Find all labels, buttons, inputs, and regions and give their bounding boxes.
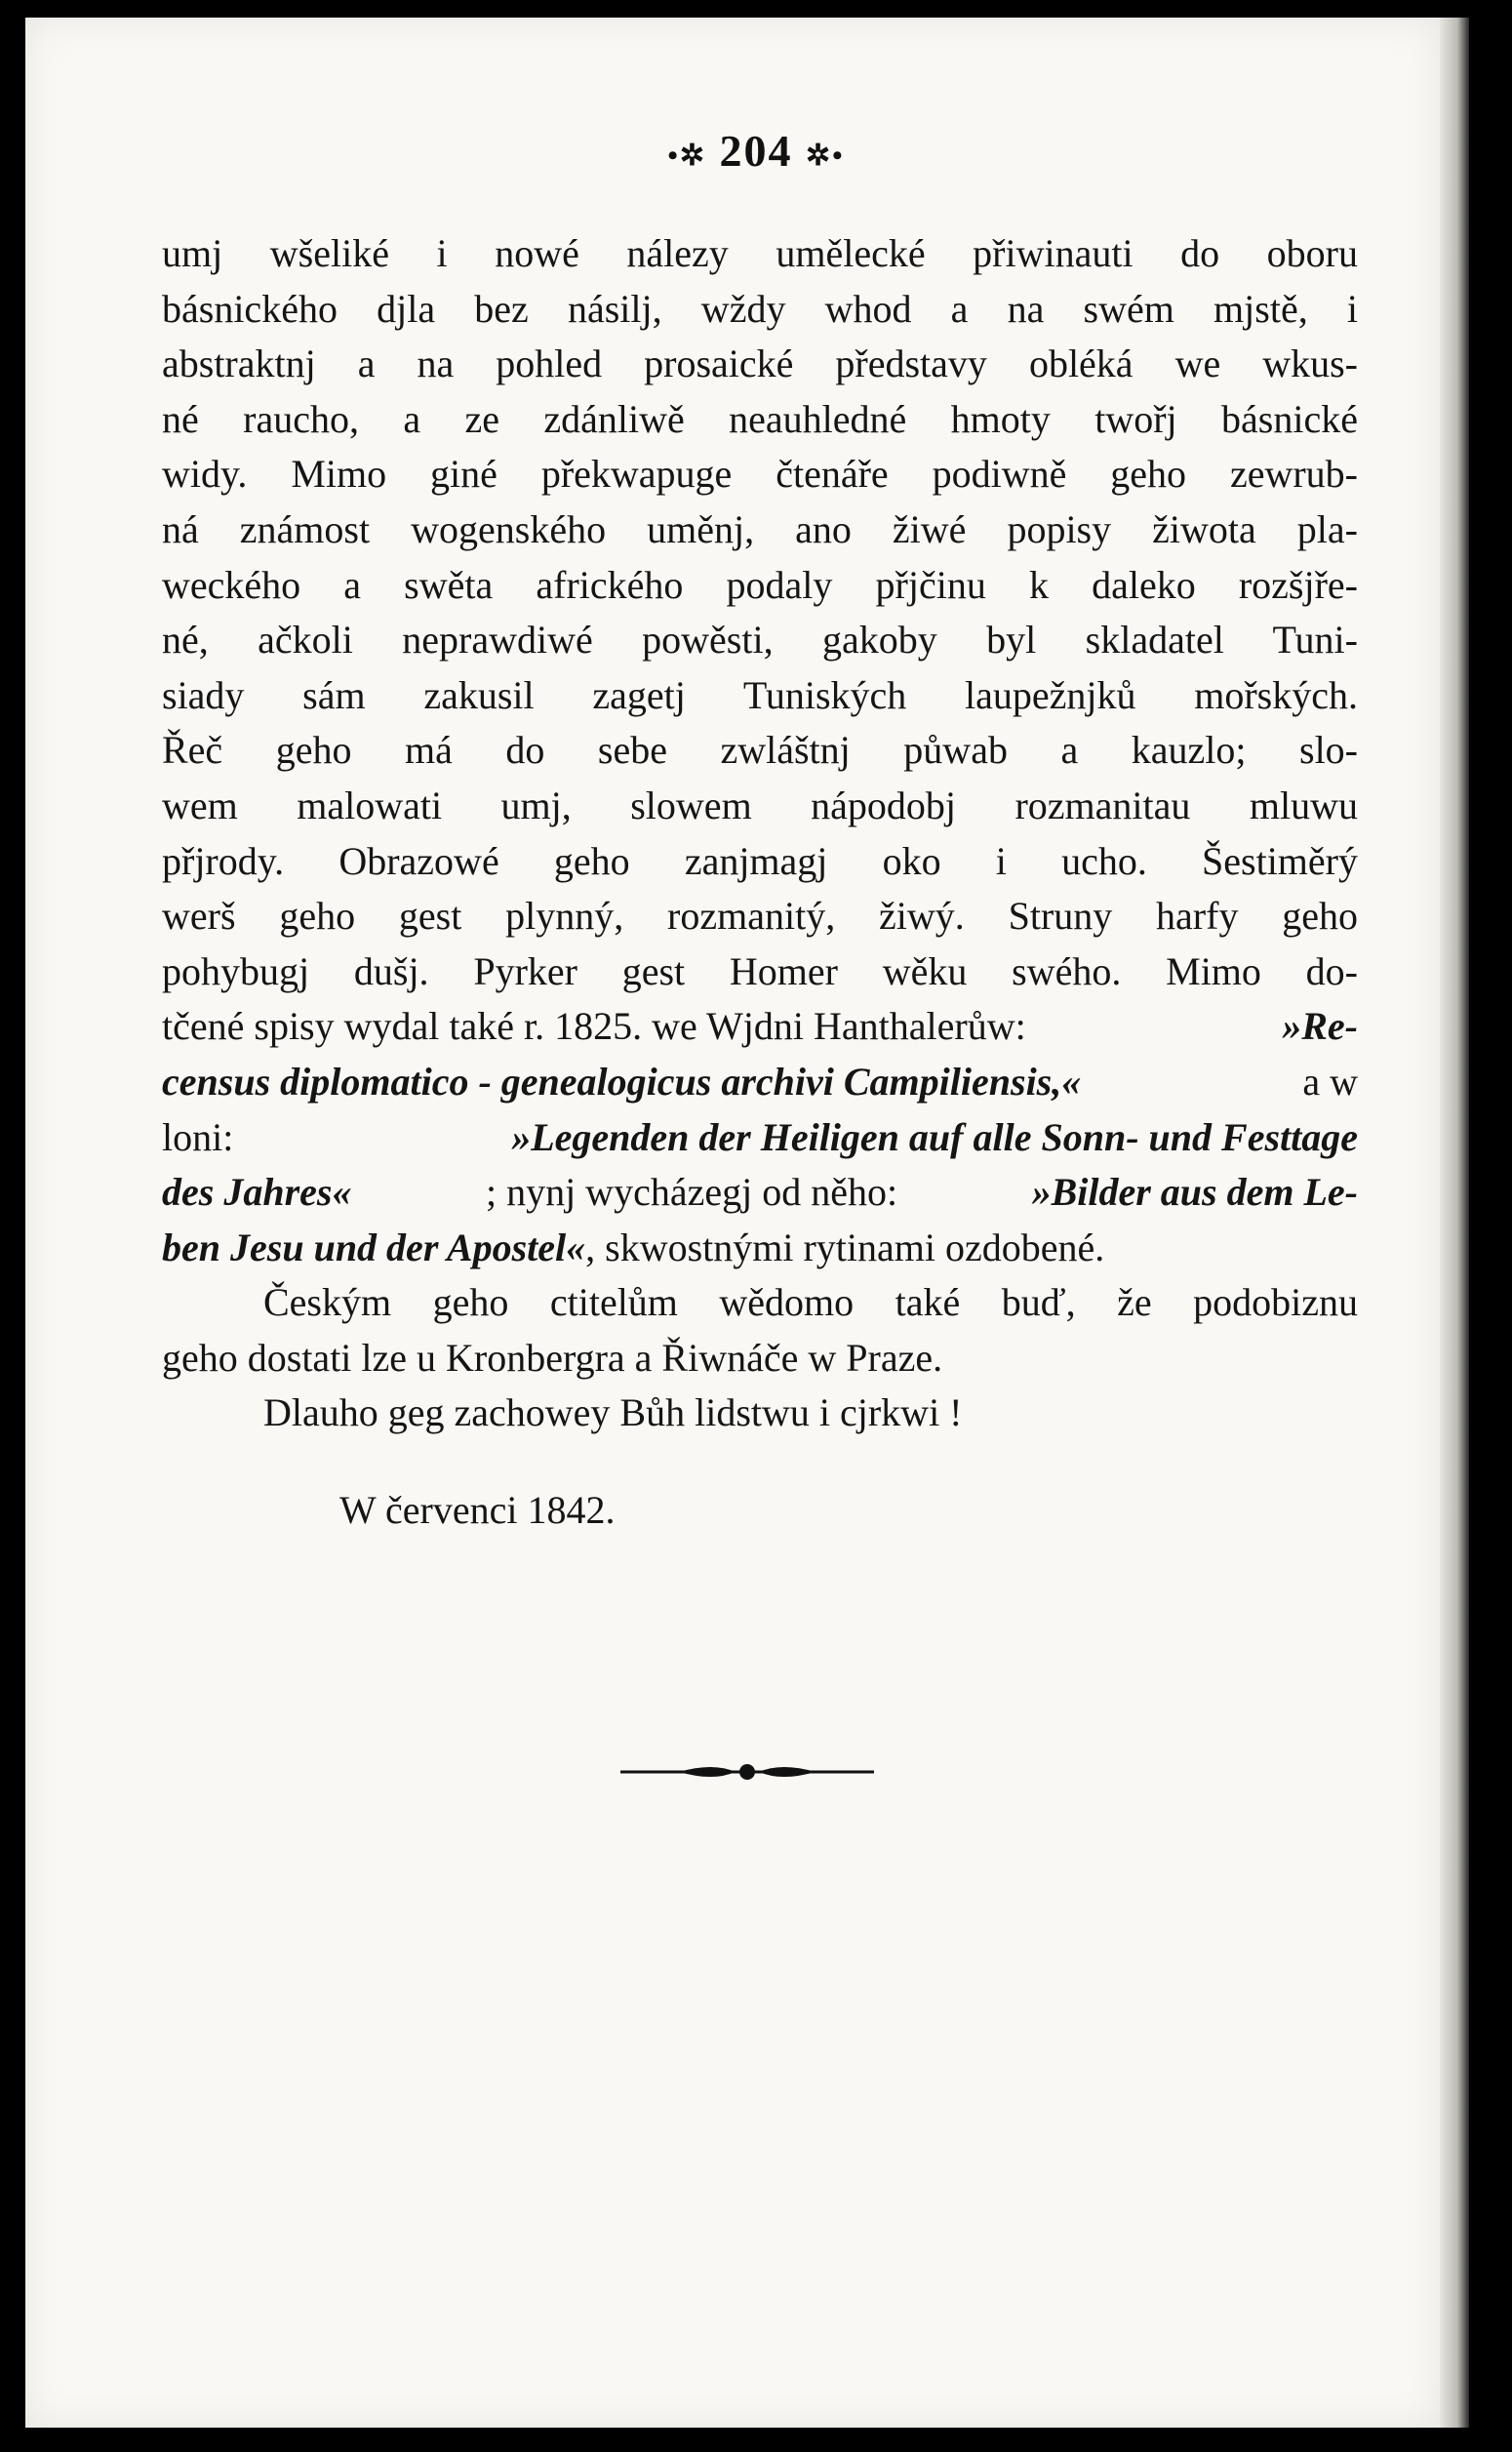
text-line: [162, 1165, 1358, 1221]
text-line: weckého a swěta afrického podaly přjčinu k daleko rozšjře-: [162, 562, 1358, 607]
german-title-2-end: ben Jesu und der Apostel«: [162, 1225, 586, 1269]
text-line: básnického djla bez násilj, wždy whod a na swém mjstě, i: [162, 286, 1358, 331]
text-line: přjrody. Obrazowé geho zanjmagj oko i ucho. Šestiměrý: [162, 838, 1358, 883]
page-header: [0, 125, 1512, 177]
text-line: siady sám zakusil zagetj Tuniských laupežnjků mořských.: [162, 672, 1358, 717]
body-text: [162, 226, 1358, 1441]
text-line: Dlauho geg zachowey Bůh lidstwu i cjrkwi !: [263, 1390, 963, 1435]
text-line: geho dostati lze u Kronbergra a Řiwnáče w Praze.: [162, 1335, 943, 1380]
page-number: 204: [719, 126, 793, 176]
text-line: Řeč geho má do sebe zwláštnj půwab a kauzlo; slo-: [162, 728, 1358, 773]
ornament-left-icon: •✲: [667, 139, 706, 172]
text-line-part: tčené spisy wydal také r. 1825. we Wjdni Hanthalerůw:: [162, 1004, 1026, 1049]
text-line: [162, 1221, 1358, 1276]
date-line: W červenci 1842.: [339, 1488, 616, 1532]
ornament-right-icon: ✲•: [806, 139, 845, 172]
text-line: werš geho gest plynný, rozmanitý, žiwý. Struny harfy geho: [162, 894, 1358, 939]
text-line: abstraktnj a na pohled prosaické představy obléká we wkus-: [162, 342, 1358, 386]
text-line: [162, 999, 1358, 1055]
text-line: wem malowati umj, slowem nápodobj rozmanitau mluwu: [162, 783, 1358, 827]
text-line: né raucho, a ze zdánliwě neauhledné hmoty twořj básnické: [162, 396, 1358, 441]
text-line-part: a w: [1302, 1059, 1358, 1104]
german-title: »Legenden der Heiligen auf alle Sonn- und Festtage: [511, 1114, 1358, 1159]
text-line-part: , skwostnými rytinami ozdobené.: [585, 1225, 1105, 1269]
latin-title-start: »Re-: [1282, 1004, 1358, 1049]
text-line: [162, 1110, 1358, 1166]
text-line: né, ačkoli neprawdiwé powěsti, gakoby byl skladatel Tuni-: [162, 618, 1358, 663]
text-line: pohybugj dušj. Pyrker gest Homer wěku swého. Mimo do-: [162, 948, 1358, 993]
text-line: Českým geho ctitelům wědomo také buď, že podobiznu: [263, 1280, 1358, 1325]
german-title-end: des Jahres«: [162, 1170, 352, 1215]
text-line: umj wšeliké i nowé nálezy umělecké přiwinauti do oboru: [162, 231, 1358, 275]
ornamental-rule-icon: [620, 1760, 874, 1784]
text-line-part: ; nynj wycházegj od něho:: [485, 1170, 898, 1215]
text-line: ná známost wogenského uměnj, ano žiwé popisy žiwota pla-: [162, 506, 1358, 551]
text-line-part: loni:: [162, 1114, 234, 1159]
text-line: widy. Mimo giné překwapuge čtenáře podiwně geho zewrub-: [162, 452, 1358, 497]
page-edge-shadow: [1440, 18, 1469, 2428]
text-line: [162, 1055, 1358, 1110]
latin-title: census diplomatico - genealogicus archivi Campiliensis,«: [162, 1059, 1082, 1104]
german-title-2: »Bilder aus dem Le-: [1031, 1170, 1358, 1215]
